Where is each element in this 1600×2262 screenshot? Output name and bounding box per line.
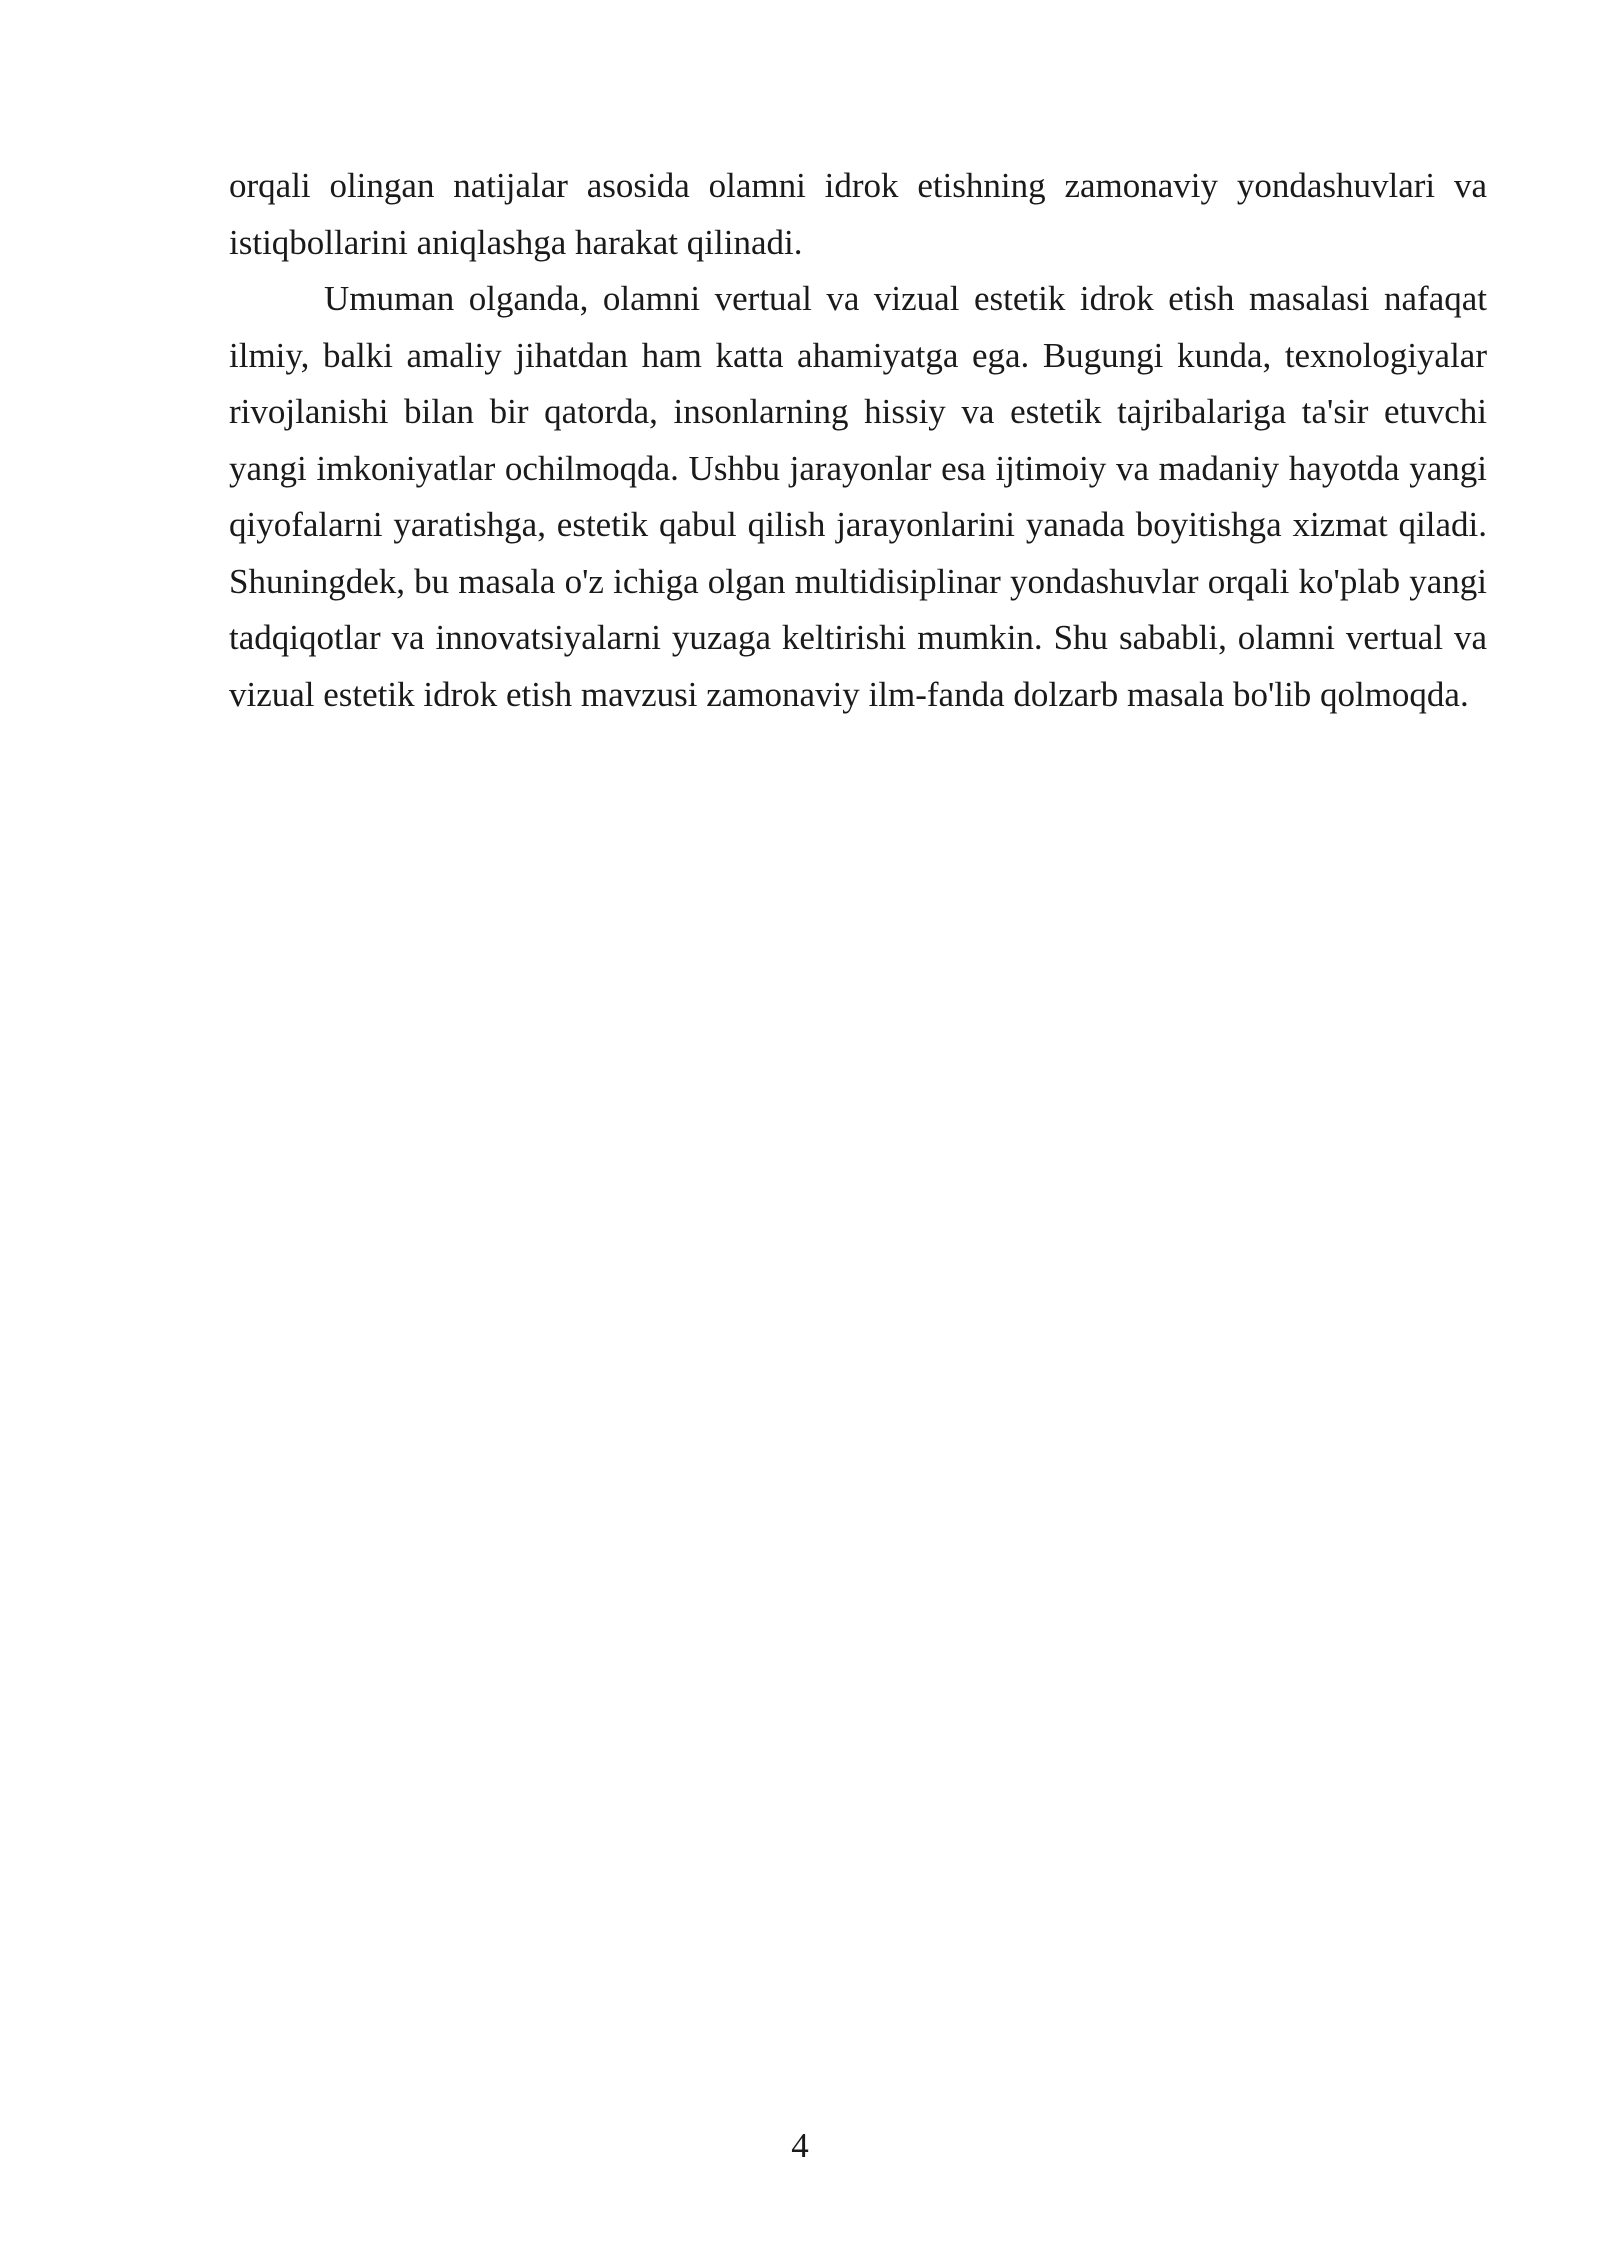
paragraph-continuation: orqali olingan natijalar asosida olamni idrok etishning zamonaviy yondashuvlari va istiqbollarini aniqlashga harakat qilinadi. xyxy=(229,166,1487,262)
page-body xyxy=(229,158,1487,723)
page-number: 4 xyxy=(791,2126,809,2165)
paragraph-conclusion: Umuman olganda, olamni vertual va vizual estetik idrok etish masalasi nafaqat ilmiy, balki amaliy jihatdan ham katta ahamiyatga ega. Bugungi kunda, texnologiyalar rivojlanishi bilan bir qatorda, insonlarning hissiy va estetik tajribalariga ta'sir etuvchi yangi imkoniyatlar ochilmoqda. Ushbu jarayonlar esa ijtimoiy va madaniy hayotda yangi qiyofalarni yaratishga, estetik qabul qilish jarayonlarini yanada boyitishga xizmat qiladi. Shuningdek, bu masala o'z ichiga olgan multidisiplinar yondashuvlar orqali ko'plab yangi tadqiqotlar va innovatsiyalarni yuzaga keltirishi mumkin. Shu sababli, olamni vertual va vizual estetik idrok etish mavzusi zamonaviy ilm-fanda dolzarb masala bo'lib qolmoqda. xyxy=(229,279,1487,714)
